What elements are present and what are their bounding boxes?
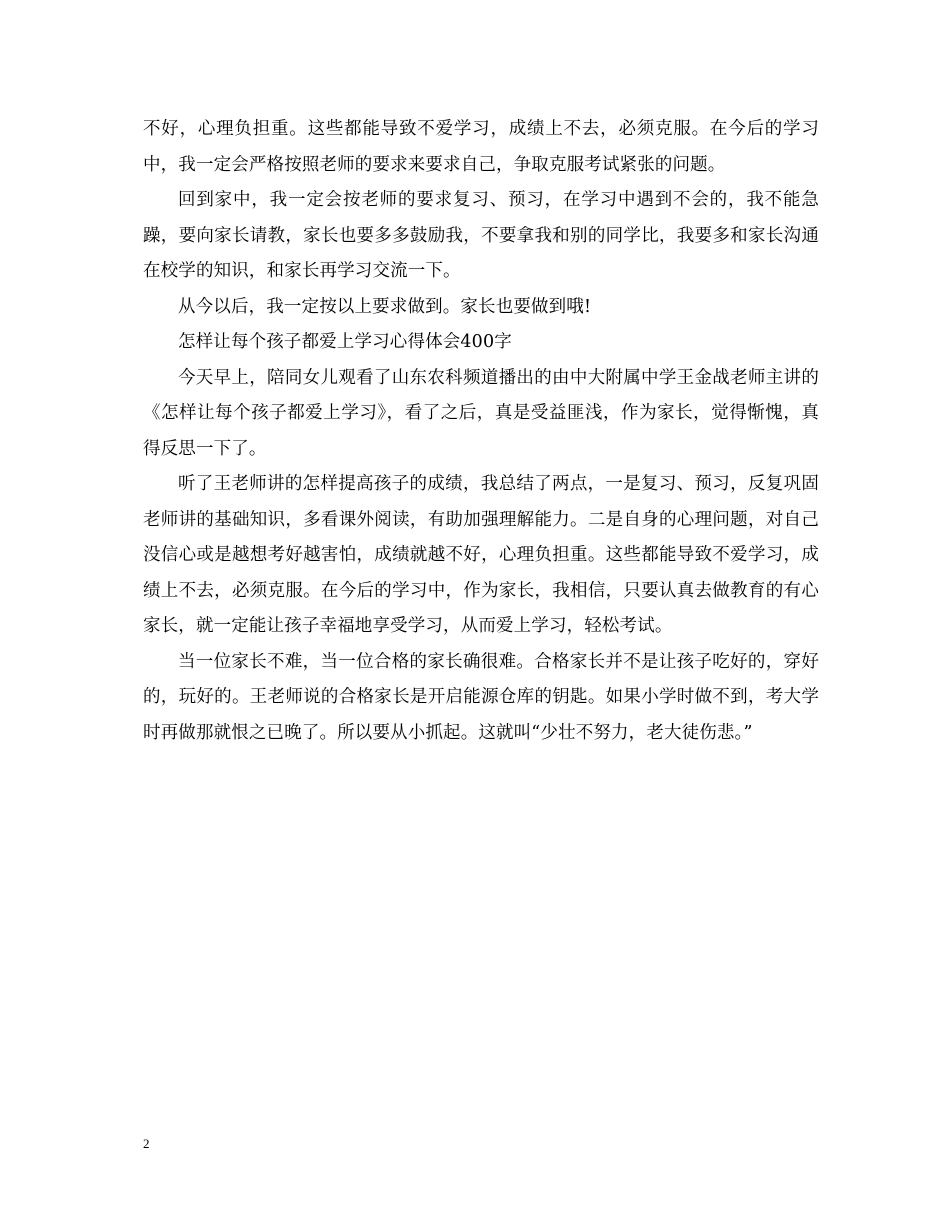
section-heading: 怎样让每个孩子都爱上学习心得体会400字 (178, 332, 512, 352)
paragraph: 不好，心理负担重。这些都能导致不爱学习，成绩上不去，必须克服。在今后的学习中，我一定会严格按照老师的要求来要求自己，争取克服考试紧张的问题。 (143, 119, 819, 175)
paragraph: 从今以后，我一定按以上要求做到。家长也要做到哦! (178, 296, 592, 317)
paragraph: 听了王老师讲的怎样提高孩子的成绩，我总结了两点，一是复习、预习，反复巩固老师讲的基础知识，多看课外阅读，有助加强理解能力。二是自身的心理问题，对自己没信心或是越想考好越害怕，成绩就越不好，心理负担重。这些都能导致不爱学习，成绩上不去，必须克服。在今后的学习中，作为家长，我相信，只要认真去做教育的有心家长，就一定能让孩子幸福地享受学习，从而爱上学习，轻松考试。 (143, 474, 819, 636)
page-number: 2 (143, 1136, 150, 1151)
paragraph: 当一位家长不难，当一位合格的家长确很难。合格家长并不是让孩子吃好的，穿好的，玩好的。王老师说的合格家长是开启能源仓库的钥匙。如果小学时做不到，考大学时再做那就恨之已晚了。所以要从小抓起。这就叫“少壮不努力，老大徒伤悲。” (143, 651, 819, 743)
paragraph: 回到家中，我一定会按老师的要求复习、预习，在学习中遇到不会的，我不能急躁，要向家长请教，家长也要多多鼓励我，不要拿我和别的同学比，我要多和家长沟通在校学的知识，和家长再学习交流一下。 (143, 190, 819, 281)
paragraph: 今天早上，陪同女儿观看了山东农科频道播出的由中大附属中学王金战老师主讲的《怎样让每个孩子都爱上学习》，看了之后，真是受益匪浅，作为家长，觉得惭愧，真得反思一下了。 (143, 367, 819, 459)
document-body (143, 112, 819, 751)
